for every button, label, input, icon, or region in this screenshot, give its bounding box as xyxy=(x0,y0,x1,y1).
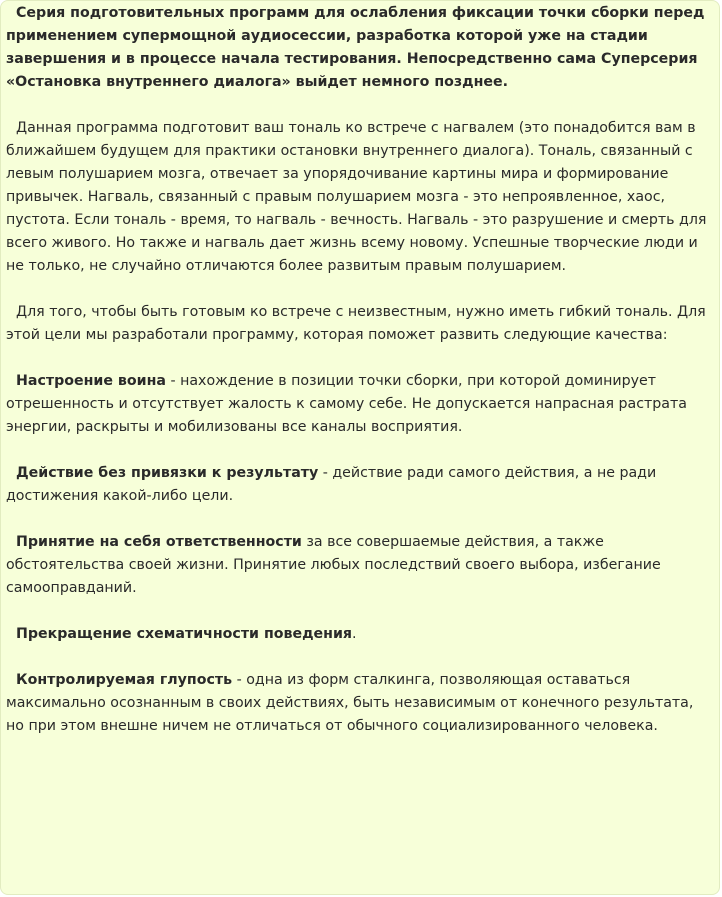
quality-description: - нахождение в позиции точки сборки, при которой доминирует отрешенность и отсутствует жалость к самому себе. Не допускается напрасная растрата энергии, раскрыты и мобилизованы все каналы восприятия. xyxy=(6,373,687,435)
quality-description: за все совершаемые действия, а также обстоятельства своей жизни. Принятие любых последствий своего выбора, избегание самооправданий. xyxy=(6,534,661,596)
quality-term: Действие без привязки к результату xyxy=(16,465,319,481)
quality-term: Контролируемая глупость xyxy=(16,672,233,688)
quality-responsibility xyxy=(6,531,713,600)
quality-controlled-folly xyxy=(6,669,713,738)
quality-warrior-mood xyxy=(6,370,713,439)
tonal-paragraph: Данная программа подготовит ваш тональ ко встрече с нагвалем (это понадобится вам в ближайшем будущем для практики остановки внутреннего диалога). Тональ, связанный с левым полушарием мозга, отвечает за упорядочивание картины мира и формирование привычек. Нагваль, связанный с правым полушарием мозга - это непроявленное, хаос, пустота. Если тональ - время, то нагваль - вечность. Нагваль - это разрушение и смерть для всего живого. Но также и нагваль дает жизнь всему новому. Успешные творческие люди и не только, не случайно отличаются более развитым правым полушарием. xyxy=(6,120,707,274)
intro-paragraph: Серия подготовительных программ для ослабления фиксации точки сборки перед применением супермощной аудиосессии, разработка которой уже на стадии завершения и в процессе начала тестирования. Непосредственно сама Суперсерия «Остановка внутреннего диалога» выйдет немного позднее. xyxy=(6,5,705,90)
quality-description: - одна из форм сталкинга, позволяющая оставаться максимально осознанным в своих действиях, быть независимым от конечного результата, но при этом внешне ничем не отличаться от обычного социализированного человека. xyxy=(6,672,694,734)
quality-term: Прекращение схематичности поведения xyxy=(16,626,353,642)
quality-description: - действие ради самого действия, а не ради достижения какой-либо цели. xyxy=(6,465,657,504)
quality-stop-schematic-behavior xyxy=(6,623,713,646)
quality-term: Настроение воина xyxy=(16,373,166,389)
quality-action-without-attachment xyxy=(6,462,713,508)
quality-term: Принятие на себя ответственности xyxy=(16,534,302,550)
quality-description: . xyxy=(352,626,357,642)
purpose-paragraph: Для того, чтобы быть готовым ко встрече с неизвестным, нужно иметь гибкий тональ. Для этой цели мы разработали программу, которая поможет развить следующие качества: xyxy=(6,304,706,343)
